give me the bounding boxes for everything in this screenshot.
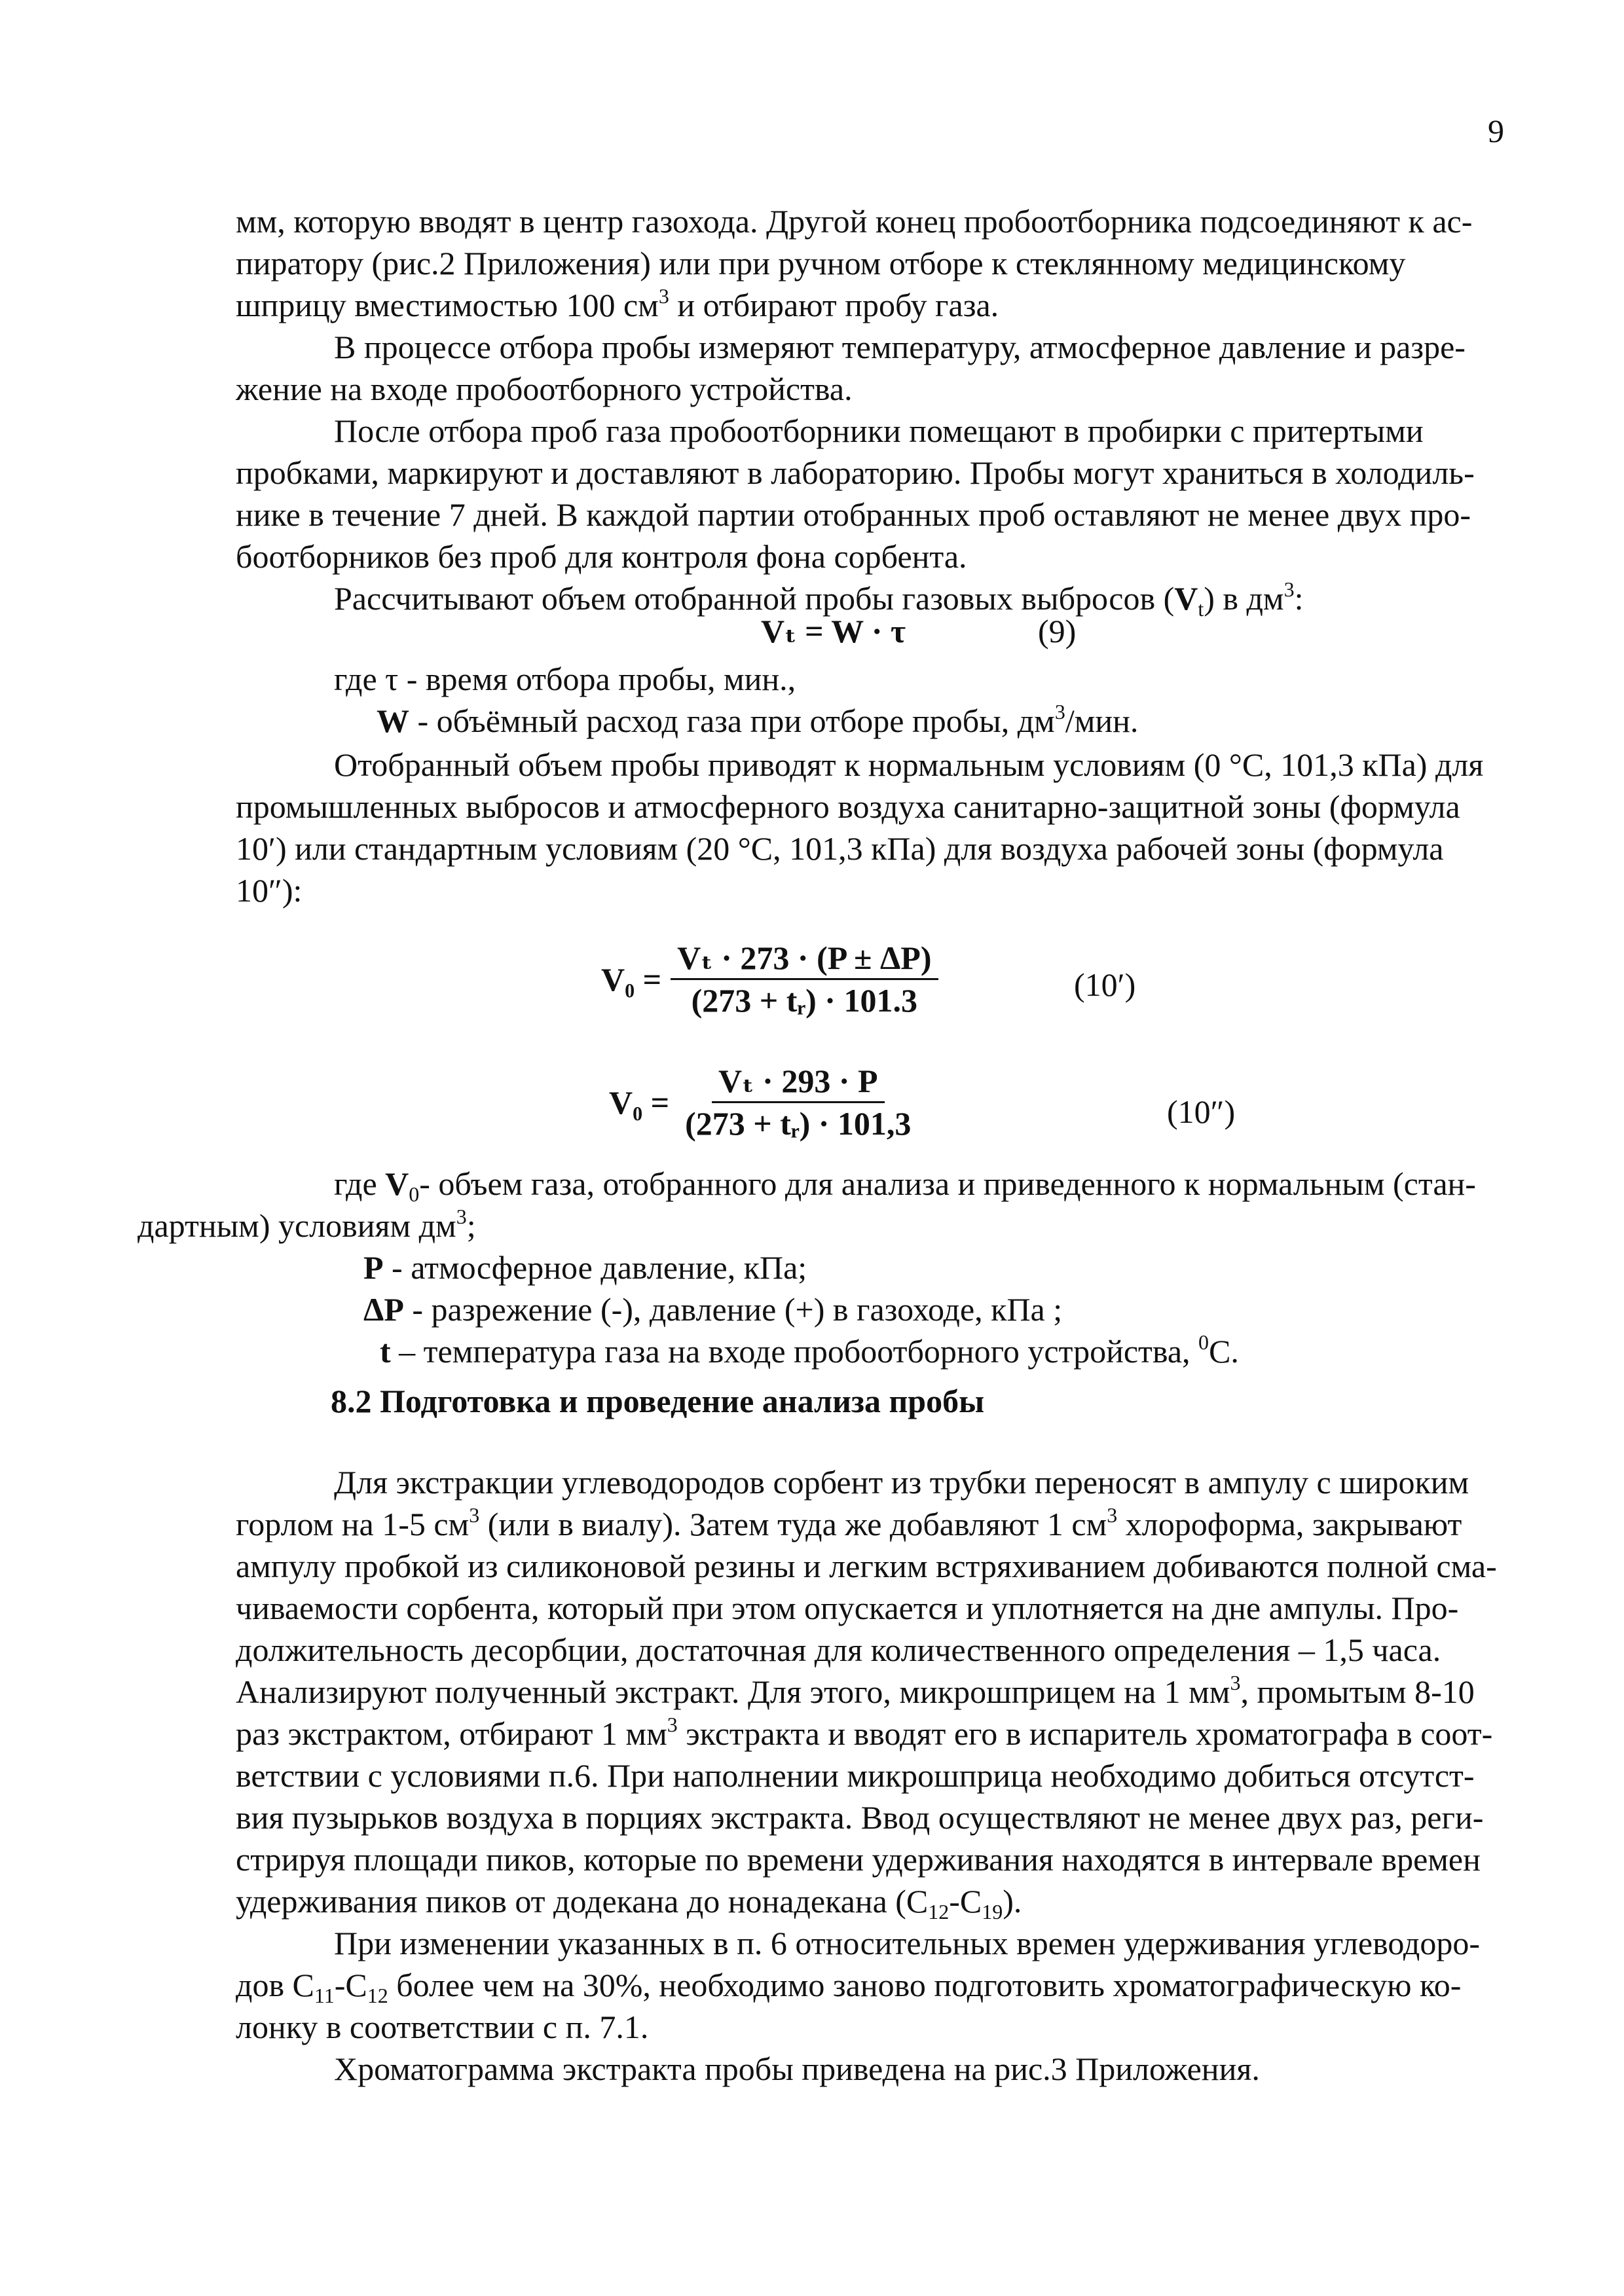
where-block-1 xyxy=(236,658,1505,742)
section-heading: 8.2 Подготовка и проведение анализа пробы xyxy=(331,1383,985,1419)
where2-p: P - атмосферное давление, кПа; xyxy=(363,1249,807,1286)
para6: Для экстракции углеводородов сорбент из трубки переносят в ампулу с широким горлом на 1-5 $см^3$ (или в виалу). Затем туда же добавляют 1 $см^3$ хлороформа, закрывают ампулу пробкой из силиконовой резины и легким встряхиванием добиваются полной сма- чиваемости сорбента, который при этом опускается и уплотняется на дне ампулы. Про- должительность десорбции, достаточная для количественного определения – 1,5 часа. Анализируют полученный экстракт. Для этого, микрошприцем на 1 $мм^3$, промытым 8-10 раз экстрактом, отбирают 1 $мм^3$ экстракта и вводят его в испаритель хроматографа в соот- ветствии с условиями п.6. При наполнении микрошприца необходимо добиться отсутст- вия пузырьков воздуха в порциях экстракта. Ввод осуществляют не менее двух раз, реги- стрируя площади пиков, которые по времени удерживания находятся в интервале времен удерживания пиков от додекана до нонадекана $(C_{12}-C_{19})$. xyxy=(236,1464,1497,1923)
para5: Отобранный объем пробы приводят к нормальным условиям (0 °С, 101,3 кПа) для промышленных выбросов и атмосферного воздуха санитарно-защитной зоны (формула 10′) или стандартным условиям (20 °С, 101,3 кПа) для воздуха рабочей зоны (формула 10″): xyxy=(236,746,1484,909)
para5-block xyxy=(236,744,1505,911)
where1-tau: где τ - время отбора пробы, мин., xyxy=(334,661,796,697)
eq10a-tag: (10′) xyxy=(1074,966,1136,1003)
eq9-expression: Vₜ = W · τ xyxy=(761,613,906,649)
where2-t: t – температура газа на входе пробоотборного устройства, $^0$С. xyxy=(380,1330,1239,1370)
equation-10a xyxy=(601,938,938,1021)
eq10a-fraction xyxy=(671,938,938,1021)
para4: Рассчитывают объем отобранной пробы газовых выбросов $(V_t)$ в $дм^3$: xyxy=(334,577,1304,621)
para2: В процессе отбора пробы измеряют температуру, атмосферное давление и разре- жение на входе пробоотборного устройства. xyxy=(236,329,1466,407)
para1: мм, которую вводят в центр газохода. Другой конец пробоотборника подсоединяют к ас- пиратору (рис.2 Приложения) или при ручном отборе к стеклянному медицинскому шприцу вместимостью 100 $см^3$ и отбирают пробу газа. xyxy=(236,203,1473,323)
eq10b-denominator: (273 + tᵣ) · 101,3 xyxy=(685,1105,912,1142)
equation-9 xyxy=(236,610,1505,652)
equation-10b xyxy=(609,1061,917,1144)
where1-w: W - объёмный расход газа при отборе пробы, $дм^3$/мин. xyxy=(377,700,1139,739)
eq10a-denominator: (273 + tᵣ) · 101.3 xyxy=(691,982,917,1019)
eq9-tag: (9) xyxy=(1038,613,1077,649)
eq10b-numerator: Vₜ · 293 · P xyxy=(712,1061,885,1103)
eq10a-numerator: Vₜ · 273 · (P ± ΔP) xyxy=(671,938,938,980)
para8: Хроматограмма экстракта пробы приведена на рис.3 Приложения. xyxy=(334,2050,1260,2087)
eq10b-tag: (10″) xyxy=(1167,1093,1236,1130)
para3: После отбора проб газа пробоотборники помещают в пробирки с притертыми пробками, маркируют и доставляют в лабораторию. Пробы могут храниться в холодиль- нике в течение 7 дней. В каждой партии отобранных проб оставляют не менее двух про- боотборников без проб для контроля фона сорбента. xyxy=(236,412,1475,575)
page-number: 9 xyxy=(1488,113,1504,149)
para7: При изменении указанных в п. 6 относительных времен удерживания углеводоро- дов $C_{11}-C_{12}$ более чем на 30%, необходимо заново подготовить хроматографическую ко- лонку в соответствии с п. 7.1. xyxy=(236,1925,1481,2045)
body-top xyxy=(236,200,1505,619)
eq10a-lhs: V₀ = xyxy=(601,960,662,998)
where-block-2 xyxy=(138,1163,1505,1372)
eq10b-lhs: V₀ = xyxy=(609,1084,670,1121)
body-bottom xyxy=(236,1461,1505,2090)
where2-dp: ΔP - разрежение (-), давление (+) в газоходе, кПа ; xyxy=(363,1291,1063,1328)
where2-v0: где $V_0-$ объем газа, отобранного для анализа и приведенного к нормальным (стан- дартным) условиям $дм^3$; xyxy=(138,1165,1476,1244)
eq10b-fraction xyxy=(678,1061,917,1144)
